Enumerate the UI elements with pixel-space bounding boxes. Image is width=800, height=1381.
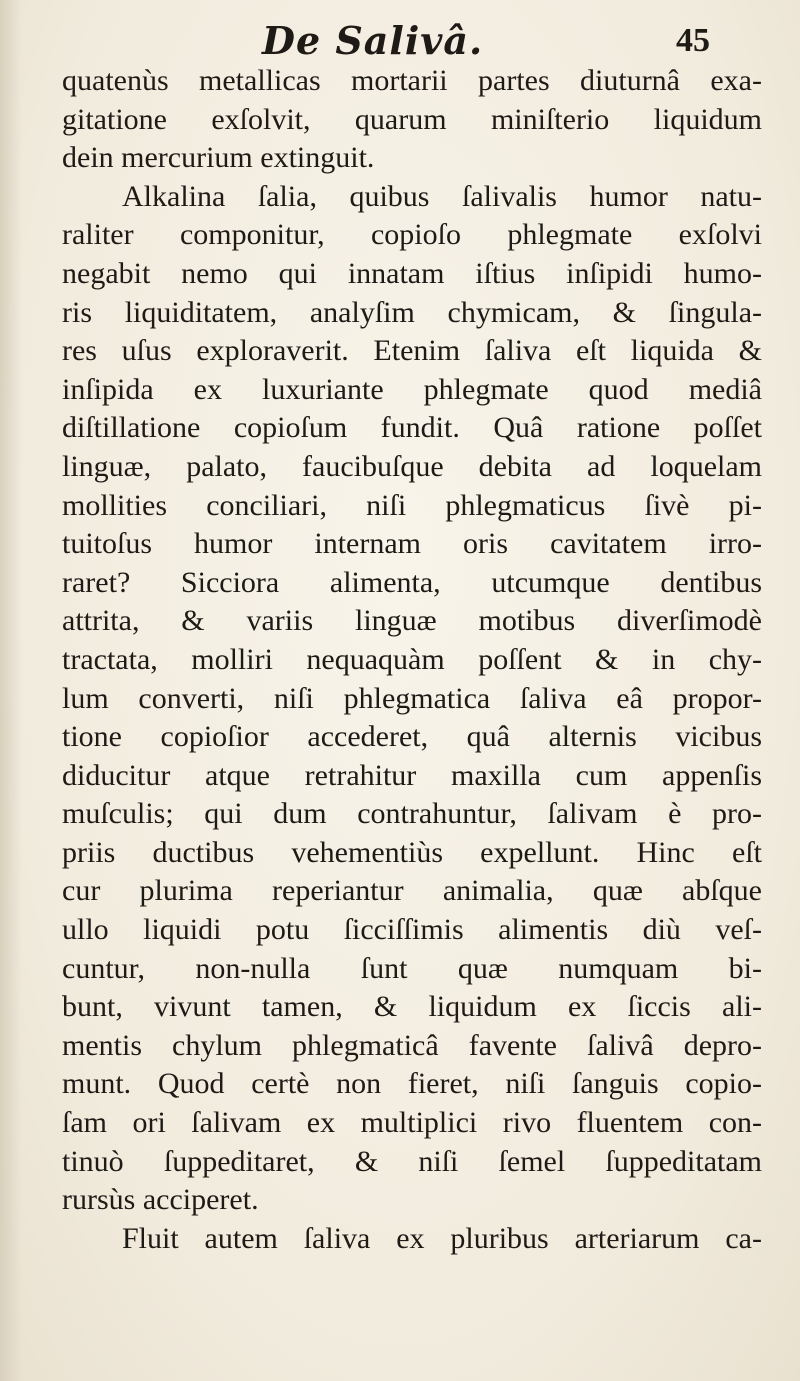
binding-gutter-shadow [0,0,22,1381]
paragraph-start-line: Alkalina ſalia, quibus ſalivalis humor natu- [122,179,762,213]
page-number: 45 [676,22,710,59]
text-line: tuitoſus humor internam oris cavitatem irro- [62,527,762,561]
text-line: res uſus exploraverit. Etenim ſaliva eſt liquida & [62,334,762,368]
text-line: inſipida ex luxuriante phlegmate quod mediâ [62,372,762,406]
text-line: ullo liquidi potu ſicciſſimis alimentis diù veſ- [62,913,762,947]
text-line: mentis chylum phlegmaticâ favente ſalivâ depro- [62,1028,762,1062]
text-line: bunt, vivunt tamen, & liquidum ex ſiccis ali- [62,990,762,1024]
text-line: gitatione exſolvit, quarum miniſterio liquidum [62,102,762,136]
text-line: ris liquiditatem, analyſim chymicam, & ſingula- [62,295,762,329]
text-line: tinuò ſuppeditaret, & niſi ſemel ſuppeditatam [62,1144,762,1178]
text-line: cur plurima reperiantur animalia, quæ abſque [62,874,762,908]
text-line: dein mercurium extinguit. [62,141,375,175]
text-line: muſculis; qui dum contrahuntur, ſalivam è pro- [62,797,762,831]
text-line: diducitur atque retrahitur maxilla cum appenſis [62,758,762,792]
text-line: rursùs acciperet. [62,1183,259,1217]
text-line: tractata, molliri nequaquàm poſſent & in chy- [62,642,762,676]
text-line: raliter componitur, copioſo phlegmate exſolvi [62,218,762,252]
running-title: De Salivâ. [262,18,484,63]
text-line: priis ductibus vehementiùs expellunt. Hinc eſt [62,835,762,869]
text-line: linguæ, palato, faucibuſque debita ad loquelam [62,449,762,483]
text-line: munt. Quod certè non fieret, niſi ſanguis copio- [62,1067,762,1101]
text-line: raret? Sicciora alimenta, utcumque dentibus [62,565,762,599]
text-line: quatenùs metallicas mortarii partes diuturnâ exa- [62,64,762,97]
text-line: attrita, & variis linguæ motibus diverſimodè [62,604,762,638]
text-line: cuntur, non-nulla ſunt quæ numquam bi- [62,951,762,985]
body-text [62,62,762,1258]
text-line: tione copioſior accederet, quâ alternis vicibus [62,720,762,754]
paragraph-start-line: Fluit autem ſaliva ex pluribus arteriarum ca- [122,1221,762,1255]
text-line: negabit nemo qui innatam iſtius inſipidi humo- [62,256,762,290]
text-line: lum converti, niſi phlegmatica ſaliva eâ propor- [62,681,762,715]
text-line: mollities conciliari, niſi phlegmaticus ſivè pi- [62,488,762,522]
text-line: diſtillatione copioſum fundit. Quâ ratione poſſet [62,411,762,445]
text-line: ſam ori ſalivam ex multiplici rivo fluentem con- [62,1106,762,1140]
